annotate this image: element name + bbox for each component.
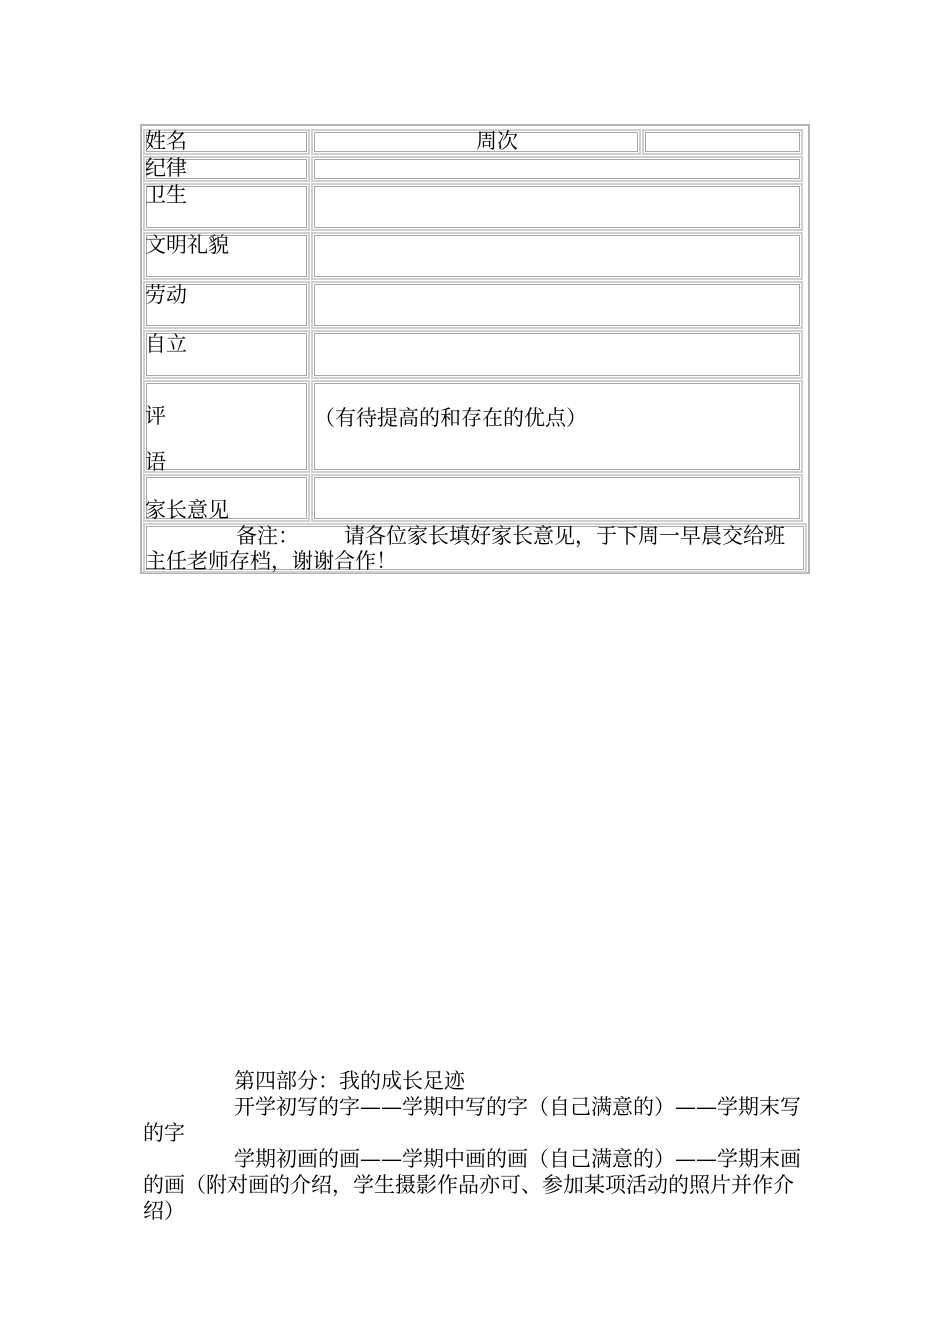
parent-opinion-value-cell[interactable] (311, 474, 803, 522)
comment-label-cell (143, 380, 310, 473)
comment-label-bottom: 语 (145, 450, 166, 474)
week-label: 周次 (476, 129, 518, 153)
comment-label-top: 评 (145, 404, 166, 428)
independence-value-cell[interactable] (311, 330, 803, 379)
labor-value-cell[interactable] (311, 281, 803, 329)
note-text-line1: 请各位家长填好家长意见，于下周一早晨交给班 (344, 524, 785, 548)
manners-label: 文明礼貌 (145, 233, 229, 257)
manners-value-cell[interactable] (311, 232, 803, 280)
section-title: 第四部分：我的成长足迹 (234, 1069, 465, 1093)
handwriting-paragraph: 开学初写的字——学期中写的字（自己满意的）——学期末写的字 (143, 1095, 801, 1145)
note-prefix: 备注： (236, 524, 299, 548)
hygiene-value-cell[interactable] (311, 183, 803, 231)
discipline-value-cell[interactable] (311, 156, 803, 182)
weekly-evaluation-table (140, 124, 810, 574)
discipline-label: 纪律 (145, 156, 187, 180)
name-label: 姓名 (145, 129, 187, 153)
labor-label: 劳动 (145, 283, 187, 307)
growth-footprint-section (143, 1068, 811, 1224)
comment-hint: （有待提高的和存在的优点） (314, 406, 587, 430)
parent-opinion-label: 家长意见 (145, 498, 229, 522)
drawing-paragraph: 学期初画的画——学期中画的画（自己满意的）——学期末画的画（附对画的介绍，学生摄影作品亦可、参加某项活动的照片并作介绍） (143, 1147, 801, 1223)
week-value-cell[interactable] (642, 129, 803, 155)
hygiene-label: 卫生 (145, 183, 187, 207)
independence-label: 自立 (145, 332, 187, 356)
note-text-line2: 主任老师存档，谢谢合作！ (145, 549, 397, 573)
